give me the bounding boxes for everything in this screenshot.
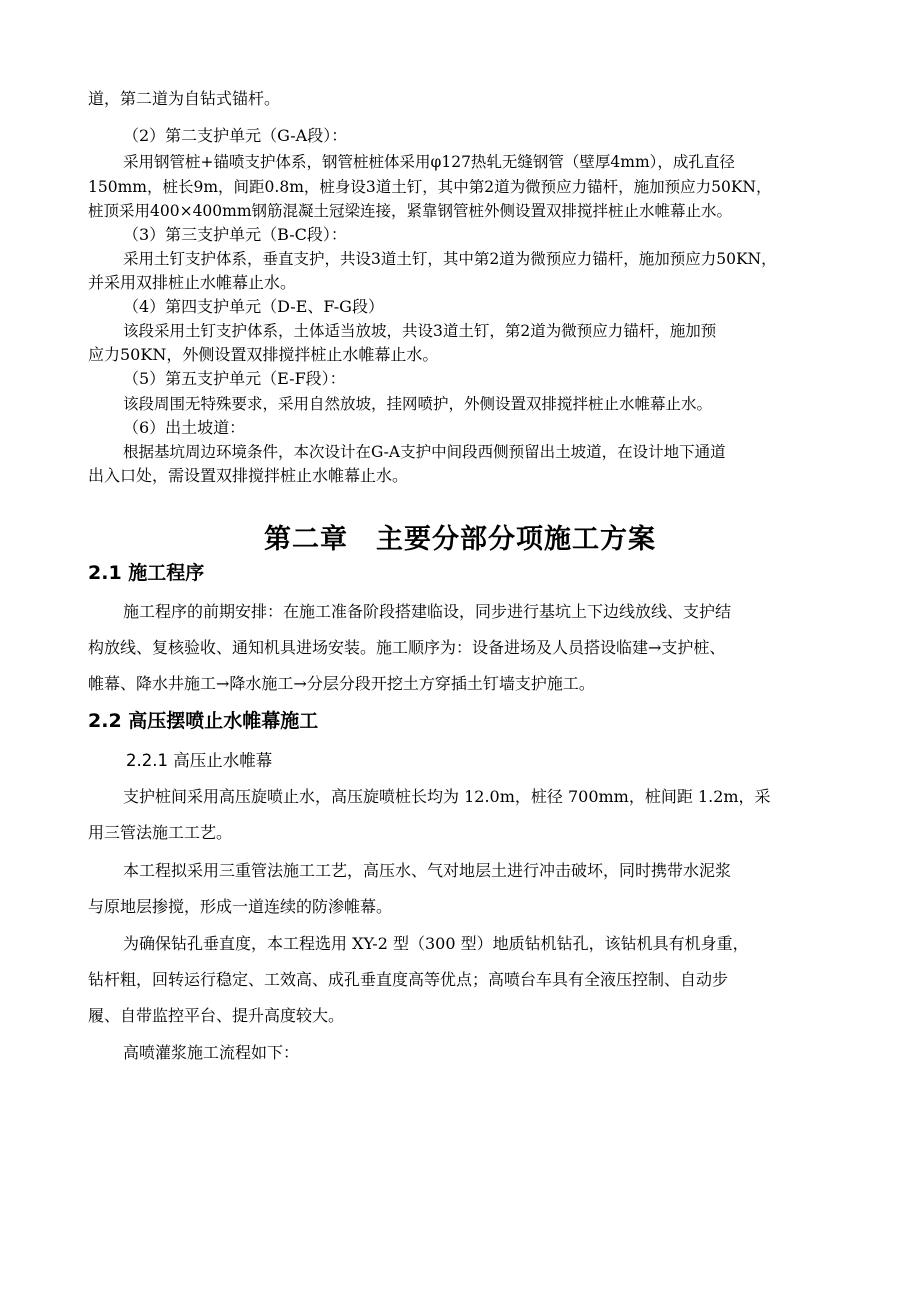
subsection-heading-2-2-1: 2.2.1 高压止水帷幕: [126, 751, 273, 770]
section-heading-2-1: 2.1 施工程序: [88, 562, 205, 584]
body-text-line: 道，第二道为自钻式锚杆。: [88, 89, 281, 108]
body-text-line: 高喷灌浆施工流程如下：: [123, 1043, 300, 1062]
unit5-heading: （5）第五支护单元（E-F段）：: [123, 369, 346, 388]
body-text-line: 构放线、复核验收、通知机具进场安装。施工顺序为：设备进场及人员搭设临建→支护桩、: [88, 638, 726, 657]
unit3-heading: （3）第三支护单元（B-C段）：: [123, 225, 347, 244]
body-text-line: 用三管法施工工艺。: [88, 823, 233, 842]
body-text-line: 150mm，桩长9m，间距0.8m，桩身设3道土钉，其中第2道为微预应力锚杆，施加预应力50KN，: [88, 178, 772, 196]
body-text-line: 采用土钉支护体系，垂直支护，共设3道土钉，其中第2道为微预应力锚杆，施加预应力50KN，: [123, 250, 777, 268]
section-heading-2-2: 2.2 高压摆喷止水帷幕施工: [88, 710, 319, 732]
body-text-line: 支护桩间采用高压旋喷止水，高压旋喷桩长均为 12.0m，桩径 700mm，桩间距 1.2m，采: [123, 787, 771, 806]
body-text-line: 并采用双排桩止水帷幕止水。: [88, 273, 297, 292]
unit6-heading: （6）出土坡道：: [123, 418, 246, 437]
unit2-heading: （2）第二支护单元（G-A段）：: [123, 126, 348, 145]
body-text-line: 应力50KN，外侧设置双排搅拌桩止水帷幕止水。: [88, 345, 439, 364]
body-text-line: 钻杆粗，回转运行稳定、工效高、成孔垂直度高等优点；高喷台车具有全液压控制、自动步: [88, 970, 729, 989]
unit4-heading: （4）第四支护单元（D-E、F-G段）: [123, 297, 384, 316]
body-text-line: 为确保钻孔垂直度，本工程选用 XY-2 型（300 型）地质钻机钻孔，该钻机具有机身重，: [123, 934, 749, 953]
body-text-line: 出入口处，需设置双排搅拌桩止水帷幕止水。: [88, 466, 409, 485]
body-text-line: 施工程序的前期安排：在施工准备阶段搭建临设，同步进行基坑上下边线放线、支护结: [123, 602, 732, 621]
body-text-line: 本工程拟采用三重管法施工工艺，高压水、气对地层土进行冲击破坏，同时携带水泥浆: [123, 861, 732, 880]
body-text-line: 与原地层掺搅，形成一道连续的防渗帷幕。: [88, 897, 393, 916]
body-text-line: 该段周围无特殊要求，采用自然放坡，挂网喷护，外侧设置双排搅拌桩止水帷幕止水。: [123, 395, 713, 413]
body-text-line: 该段采用土钉支护体系，土体适当放坡，共设3道土钉，第2道为微预应力锚杆，施加预: [123, 322, 717, 340]
body-text-line: 根据基坑周边环境条件，本次设计在G-A支护中间段西侧预留出土坡道，在设计地下通道: [123, 443, 726, 461]
chapter-title: 第二章 主要分部分项施工方案: [264, 524, 656, 555]
body-text-line: 采用钢管桩+锚喷支护体系，钢管桩桩体采用φ127热轧无缝钢管（壁厚4mm），成孔直径: [123, 153, 735, 171]
body-text-line: 履、自带监控平台、提升高度较大。: [88, 1006, 345, 1025]
body-text-line: 桩顶采用400×400mm钢筋混凝土冠梁连接，紧靠钢管桩外侧设置双排搅拌桩止水帷幕止水。: [88, 202, 733, 220]
body-text-line: 帷幕、降水井施工→降水施工→分层分段开挖土方穿插土钉墙支护施工。: [88, 674, 595, 693]
